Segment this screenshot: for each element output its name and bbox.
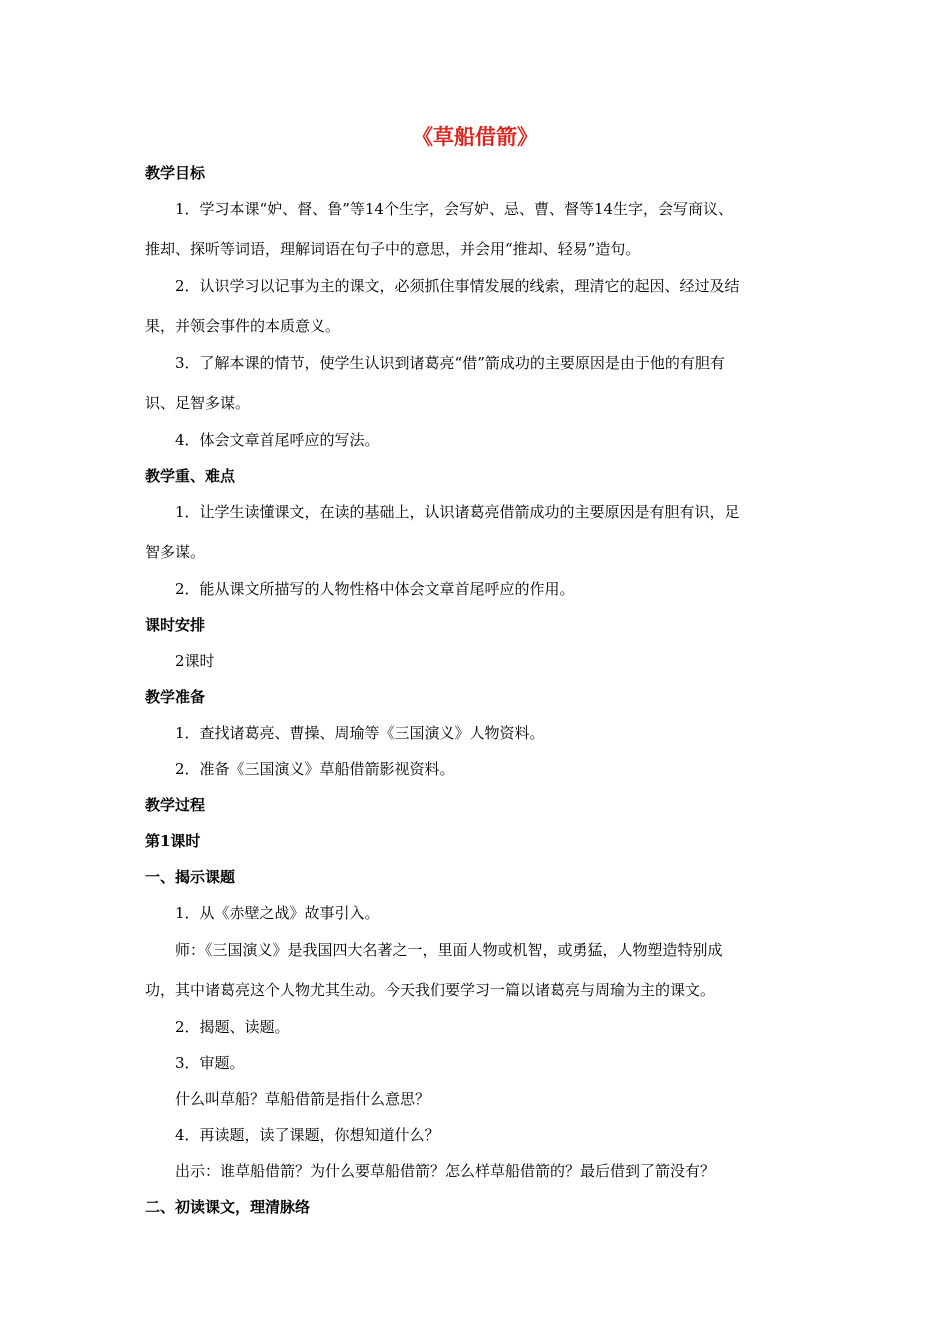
question-1: 什么叫草船？草船借箭是指什么意思？ (175, 1090, 431, 1108)
part-1-heading: 一、揭示课题 (145, 868, 236, 886)
heading-goals: 教学目标 (145, 164, 206, 182)
teacher-line-2: 功，其中诸葛亮这个人物尤其生动。今天我们要学习一篇以诸葛亮与周瑜为主的课文。 (145, 981, 716, 999)
goal-3-line-2: 识、足智多谋。 (145, 394, 251, 412)
heading-schedule: 课时安排 (145, 616, 206, 634)
prep-1: 1．查找诸葛亮、曹操、周瑜等《三国演义》人物资料。 (175, 724, 545, 742)
goal-1-line-2: 推却、探听等词语，理解词语在句子中的意思，并会用“推却、轻易”造句。 (145, 240, 641, 258)
keypoint-2: 2．能从课文所描写的人物性格中体会文章首尾呼应的作用。 (175, 580, 575, 598)
prep-2: 2．准备《三国演义》草船借箭影视资料。 (175, 760, 455, 778)
keypoint-1-line-1: 1．让学生读懂课文，在读的基础上，认识诸葛亮借箭成功的主要原因是有胆有识，足 (175, 503, 740, 521)
goal-2-line-2: 果，并领会事件的本质意义。 (145, 317, 341, 335)
heading-keypoints: 教学重、难点 (145, 467, 236, 485)
part-2-heading: 二、初读课文，理清脉络 (145, 1198, 311, 1216)
show-questions: 出示：谁草船借箭？为什么要草船借箭？怎么样草船借箭的？最后借到了箭没有？ (175, 1162, 716, 1180)
step-1: 1．从《赤壁之战》故事引入。 (175, 904, 380, 922)
step-3: 3．审题。 (175, 1054, 245, 1072)
heading-process: 教学过程 (145, 796, 206, 814)
document-title: 《草船借箭》 (412, 124, 538, 149)
keypoint-1-line-2: 智多谋。 (145, 543, 206, 561)
step-2: 2．揭题、读题。 (175, 1018, 290, 1036)
goal-2-line-1: 2．认识学习以记事为主的课文，必须抓住事情发展的线索，理清它的起因、经过及结 (175, 277, 740, 295)
goal-3-line-1: 3．了解本课的情节，使学生认识到诸葛亮“借”箭成功的主要原因是由于他的有胆有 (175, 354, 725, 372)
goal-4: 4．体会文章首尾呼应的写法。 (175, 431, 380, 449)
teacher-line-1: 师：《三国演义》是我国四大名著之一，里面人物或机智，或勇猛，人物塑造特别成 (175, 941, 723, 959)
step-4: 4．再读题，读了课题，你想知道什么？ (175, 1126, 440, 1144)
heading-prep: 教学准备 (145, 688, 206, 706)
goal-1-line-1: 1．学习本课“妒、督、鲁”等14个生字，会写妒、忌、曹、督等14生字，会写商议、 (175, 200, 734, 218)
lesson-1-heading: 第1课时 (145, 832, 201, 850)
schedule-value: 2课时 (175, 652, 215, 670)
